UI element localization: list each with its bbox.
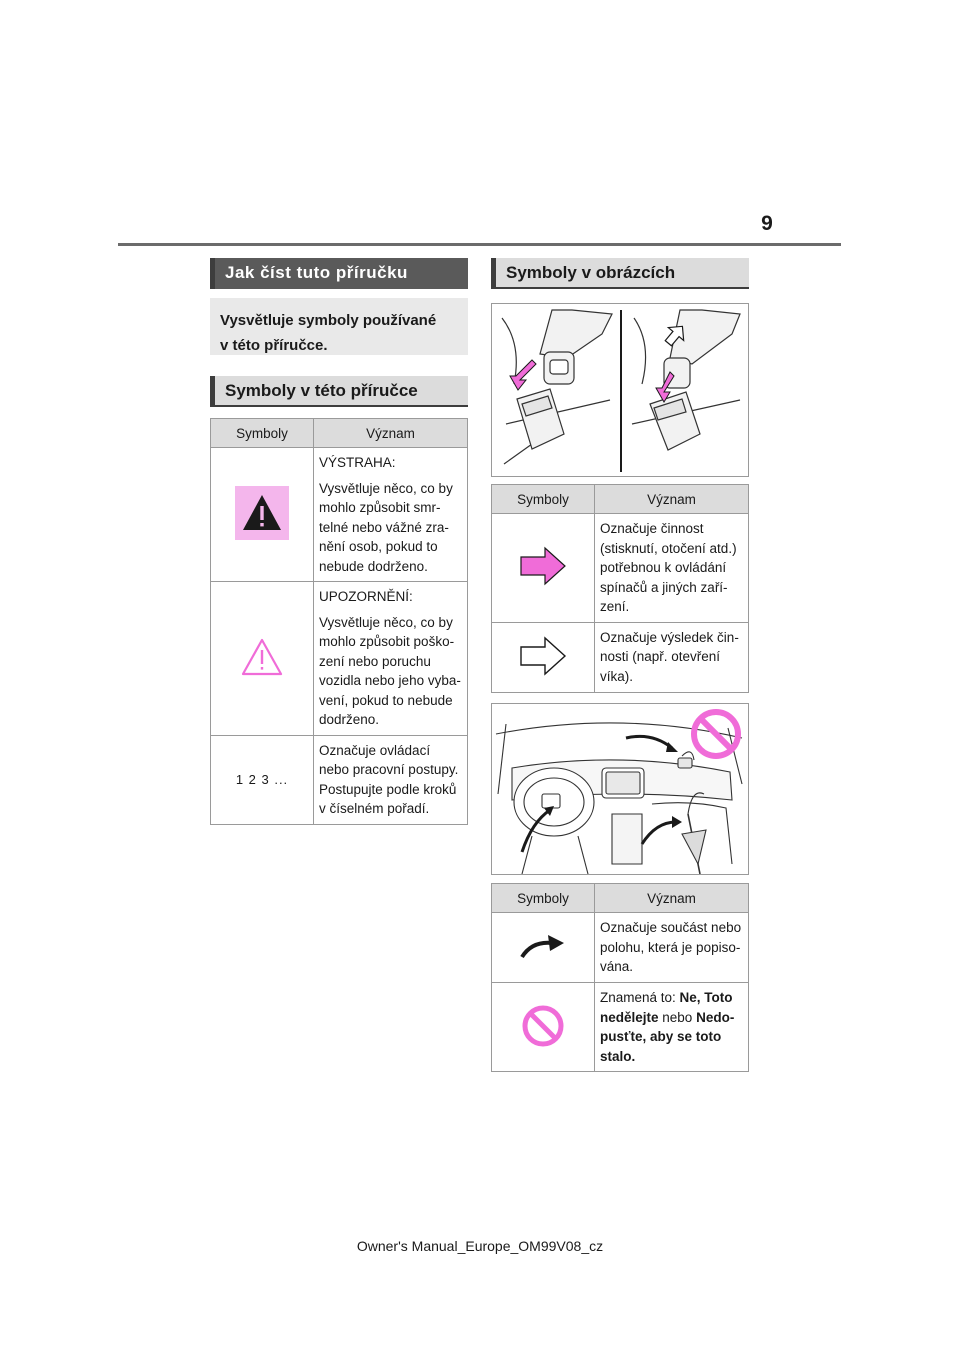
warning-heading: VÝSTRAHA:: [319, 455, 396, 470]
meaning-prefix: Znamená to:: [600, 990, 680, 1005]
dashboard-illustration: [491, 703, 749, 875]
col-header-meaning: Význam: [595, 485, 749, 514]
meaning-line: víka).: [600, 668, 634, 684]
prohibited-circle-icon: [521, 1004, 565, 1048]
meaning-line: dodrženo.: [319, 712, 380, 727]
meaning-line: mohlo způsobit smr-: [319, 500, 441, 515]
meaning-line: polohu, která je popiso-: [600, 939, 741, 955]
meaning-line: Vysvětluje něco, co by: [319, 614, 453, 630]
description-line: v této příručce.: [220, 337, 328, 354]
step-numbers-icon: 1 2 3 ...: [235, 772, 289, 787]
emphasis-text: Ne, Toto: [679, 990, 733, 1005]
table-row: [492, 913, 749, 983]
meaning-line: nosti (např. otevření: [600, 649, 721, 664]
meaning-line: nebo pracovní postupy.: [319, 762, 459, 777]
table-row: [211, 448, 468, 582]
meaning-line: Označuje ovládací: [319, 742, 431, 758]
section-title: Symboly v obrázcích: [491, 258, 749, 289]
section-description: [210, 298, 468, 355]
col-header-symbol: Symboly: [211, 419, 314, 448]
symbols-table-illustrations-1: [491, 484, 749, 693]
table-row: [211, 582, 468, 736]
meaning-line: vána.: [600, 959, 634, 974]
col-header-symbol: Symboly: [492, 884, 595, 913]
symbol-cell: [492, 983, 595, 1072]
symbols-table-illustrations-2: [491, 883, 749, 1072]
col-header-symbol: Symboly: [492, 485, 595, 514]
meaning-line: v číselném pořadí.: [319, 801, 430, 816]
meaning-connector: nebo: [658, 1009, 697, 1025]
meaning-cell: [314, 735, 468, 824]
emphasis-text: nedělejte: [600, 1009, 659, 1025]
table-row: [492, 983, 749, 1072]
meaning-line: Postupujte podle kroků: [319, 781, 457, 797]
footer: Owner's Manual_Europe_OM99V08_cz: [356, 1238, 604, 1254]
meaning-line: nění osob, pokud to: [319, 539, 438, 554]
symbol-cell: [211, 448, 314, 582]
meaning-cell: [595, 913, 749, 983]
meaning-line: [600, 1027, 744, 1047]
symbol-cell: [492, 913, 595, 983]
meaning-line: [600, 1047, 744, 1067]
meaning-cell: [314, 582, 468, 736]
meaning-cell: [595, 514, 749, 623]
emphasis-text: Nedo-: [696, 1009, 735, 1025]
warning-triangle-filled-icon: [235, 486, 289, 540]
meaning-line: nebude dodrženo.: [319, 558, 428, 574]
meaning-line: Vysvětluje něco, co by: [319, 480, 453, 496]
symbols-table-manual: [210, 418, 468, 825]
meaning-line: vení, pokud to nebude: [319, 692, 453, 708]
table-row: [492, 514, 749, 623]
col-header-meaning: Význam: [595, 884, 749, 913]
curved-pointer-arrow-icon: [518, 931, 568, 961]
caution-triangle-outline-icon: [240, 637, 284, 677]
seatbelt-illustration: [491, 303, 749, 477]
col-header-meaning: Význam: [314, 419, 468, 448]
table-row: [211, 735, 468, 824]
meaning-line: zení nebo poruchu: [319, 653, 431, 669]
outline-result-arrow-icon: [519, 636, 567, 676]
description-line: Vysvětluje symboly používané: [220, 312, 437, 329]
symbol-cell: [492, 622, 595, 692]
section-title: Jak číst tuto příručku: [210, 258, 468, 289]
page-number: 9: [761, 212, 773, 235]
symbol-cell: [492, 514, 595, 623]
meaning-line: spínačů a jiných zaří-: [600, 579, 728, 595]
subsection-title: Symboly v této příručce: [210, 376, 468, 407]
meaning-line: telné nebo vážné zra-: [319, 519, 449, 535]
meaning-line: vozidla nebo jeho vyba-: [319, 673, 461, 688]
symbol-cell: [211, 582, 314, 736]
top-rule: [118, 243, 841, 246]
meaning-cell: [595, 983, 749, 1072]
emphasis-text: pusťte, aby se toto: [600, 1029, 722, 1044]
meaning-line: (stisknutí, otočení atd.): [600, 540, 737, 556]
caution-heading: UPOZORNĚNÍ:: [319, 589, 413, 604]
symbol-cell: [211, 735, 314, 824]
emphasis-text: stalo.: [600, 1048, 636, 1064]
meaning-line: potřebnou k ovládání: [600, 560, 727, 575]
table-row: [492, 622, 749, 692]
meaning-cell: [595, 622, 749, 692]
pink-action-arrow-icon: [519, 546, 567, 586]
meaning-line: zení.: [600, 599, 630, 614]
meaning-line: Označuje výsledek čin-: [600, 629, 739, 645]
meaning-line: Označuje činnost: [600, 521, 704, 536]
meaning-line: mohlo způsobit poško-: [319, 634, 455, 649]
meaning-line: Označuje součást nebo: [600, 920, 742, 935]
meaning-line: [600, 1008, 744, 1028]
meaning-cell: [314, 448, 468, 582]
meaning-line: [600, 988, 744, 1008]
